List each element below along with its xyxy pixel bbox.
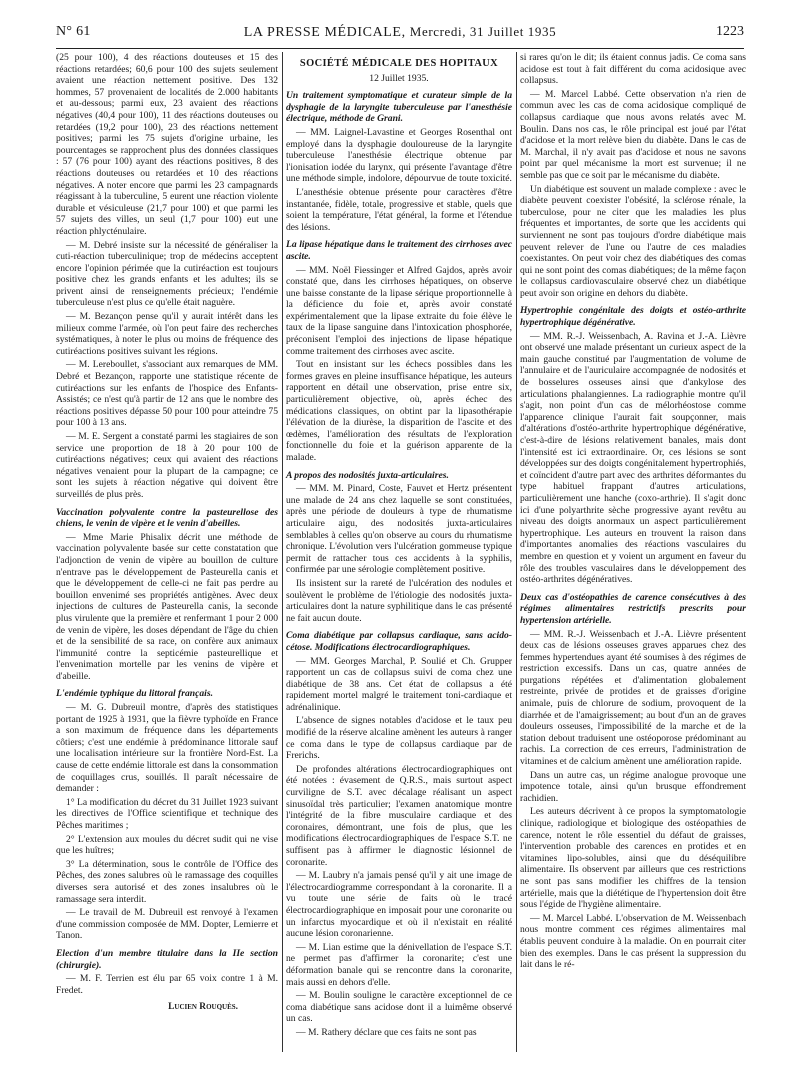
article-heading: Vaccination polyvalente contre la pasteurellose des chiens, le venin de vipère et le venin d'abeilles.	[56, 506, 278, 530]
paragraph: — M. Lereboullet, s'associant aux remarques de MM. Debré et Bezançon, rapporte une statistique récente de cutiréactions sur les enfants de l'hospice des Enfants-Assistés; ce n'est qu'à partir de 12 ans que le nombre des réactions positives dépasse 50 pour 100 pour atteindre 75 pour 100 à 13 ans.	[56, 359, 278, 429]
column-1	[56, 52, 278, 1016]
page-header	[56, 20, 744, 49]
article-heading: Coma diabétique par collapsus cardiaque, sans acido-cétose. Modifications électrocardiographiques.	[286, 630, 512, 653]
article-heading: Hypertrophie congénitale des doigts et ostéo-arthrite hypertrophique dégénérative.	[520, 305, 746, 329]
paragraph: — M. F. Terrien est élu par 65 voix contre 1 à M. Fredet.	[56, 973, 278, 996]
paragraph: Dans un autre cas, un régime analogue provoque une impotence totale, ainsi qu'un brusque effondrement rachidien.	[520, 769, 746, 804]
paragraph: — Le travail de M. Dubreuil est renvoyé à l'examen d'une commission composée de MM. Dopter, Lemierre et Tanon.	[56, 907, 278, 942]
paragraph: — MM. R.-J. Weissenbach et J.-A. Lièvre présentent deux cas de lésions osseuses graves apparues chez des femmes hypertendues ayant été soumises à des régimes de restriction excessifs. Dans un cas, quatre années de purgations répétées et d'alimentation globalement restreinte, privée de protides et de graisses d'origine animale, puis de chlorure de sodium, provoquent de la diarrhée et de l'amaigrissement; au bout d'un an de graves douleurs osseuses, l'impossibilité de la marche et de la station debout traduisent une ostéoporose prédominant au rachis. La correction de ces erreurs, l'administration de vitamines et de calcium amènent une amélioration rapide.	[520, 628, 746, 768]
paragraph: — M. Marcel Labbé. L'observation de M. Weissenbach nous montre comment ces régimes alimentaires mal établis peuvent conduire à la maladie. On en pourrait citer bien des exemples. Dans le cas présent la suppression du lait dans le ré-	[520, 912, 746, 971]
paragraph: — M. Marcel Labbé. Cette observation n'a rien de commun avec les cas de coma acidosique compliqué de collapsus cardiaque que nous avons relatés avec M. Boulin. Dans nos cas, le rôle principal est joué par l'état d'acidose et la mort relève bien du diabète. Dans le cas de M. Marchal, il n'y avait pas d'acidose et nous ne savons point par quel mécanisme la mort est survenue; il ne semble pas que ce soit par le mécanisme du diabète.	[520, 88, 746, 181]
list-item: 3° La détermination, sous le contrôle de l'Office des Pêches, des zones salubres où le ramassage des coquilles diverses sera autorisé et des zones insalubres où le ramassage sera interdit.	[56, 858, 278, 905]
paragraph: Tout en insistant sur les échecs possibles dans les formes graves en pleine insuffisance hépatique, les auteurs rapportent en détail une observation, prise entre six, particulièrement objective, où, après échec des médications classiques, on obtint par la lipasothérapie l'élévation de la diurèse, la disparition de l'ascite et des œdèmes, l'amélioration des résultats de l'exploration fonctionnelle du foie et la guérison apparente de la malade.	[286, 359, 512, 463]
section-title: SOCIÉTÉ MÉDICALE DES HOPITAUX	[299, 58, 499, 69]
paragraph: — MM. M. Pinard, Coste, Fauvet et Hertz présentent une malade de 24 ans chez laquelle se sont constituées, après une période de douleurs à type de rhumatisme articulaire aigu, des nodosités juxta-articulaires semblables à celles qu'on observe au cours du rhumatisme chronique. L'évolution vers l'ulcération gommeuse typique permit de rattacher tous ces accidents à la syphilis, confirmée par une sérologie complètement positive.	[286, 483, 512, 576]
paragraph: De profondes altérations électrocardiographiques ont été notées : évasement de Q.R.S., mais surtout aspect curviligne de S.T. avec décalage réalisant un aspect sinusoïdal très particulier; l'examen anatomique montre l'intégrité de la fibre musculaire cardiaque et des coronaires, démontrant, une fois de plus, que les modifications électrocardiographiques de l'espace S.T. ne suffisent pas à affirmer le diagnostic lésionnel de coronarite.	[286, 763, 512, 868]
paragraph: (25 pour 100), 4 des réactions douteuses et 15 des réactions retardées; 60,6 pour 100 des sujets seulement avaient une réaction nettement positive. Des 132 hommes, 57 provenaient de localités de 2.000 habitants et au-dessous; parmi eux, 23 avaient des réactions négatives (40,4 pour 100), 11 des réactions douteuses ou retardées (19,2 pour 100), 23 des réactions nettement positives; parmi les 75 sujets d'origine urbaine, les pourcentages se rapprochent plus des données classiques : 57 (76 pour 100) ayant des réactions positives, 8 des réactions douteuses ou retardées et 10 des réactions négatives. A noter encore que parmi les 23 campagnards réagissant à la tuberculine, 5 eurent une réaction violente durable et vésiculeuse (21,7 pour 100) et que parmi les 57 sujets des villes, un seul (1,7 pour 100) eut une réaction phlycténulaire.	[56, 52, 278, 237]
column-divider	[282, 52, 283, 1052]
paragraph: — M. Rathery déclare que ces faits ne sont pas	[296, 1026, 477, 1038]
paragraph: — MM. Laignel-Lavastine et Georges Rosenthal ont employé dans la dysphagie douloureuse de la laryngite tuberculeuse l'anesthésie électrique obtenue par l'ionisation iodée du larynx, qui présente l'avantage d'être une méthode simple, indolore, dépourvue de toute toxicité.	[286, 126, 512, 185]
list-item: 2° L'extension aux moules du décret sudit qui ne vise que les huîtres;	[56, 833, 278, 857]
column-2	[286, 52, 512, 1041]
paragraph: — MM. R.-J. Weissenbach, A. Ravina et J.-A. Lièvre ont observé une malade présentant un curieux aspect de la main gauche constitué par l'augmentation de volume de l'annulaire et de l'auriculaire accompagnée de nodosités et de bosselures osseuses ainsi que d'ankylose des articulations phalangiennes. La radiographie montre qu'il s'agit, non point d'un cas de mélorhéostose comme l'apparence clinique l'aurait fait soupçonner, mais d'altérations d'ostéo-arthrite hypertrophique dégénérative, c'est-à-dire de lésions relativement banales, mais dont l'intensité est ici extraordinaire. Or, ces lésions se sont développées sur des doigts congénitalement hypertrophiés, et coïncident d'autre part avec des arthrites déformantes du type habituel frappant d'autres articulations, particulièrement une hanche (coxo-arthrie). Il s'agit donc ici d'une polyarthrite sèche progressive ayant revêtu au niveau des doigts anormaux un aspect particulièrement hypertrophique. Les auteurs en trouvent la raison dans d'importantes anomalies des réactions vasculaires du membre en question et y voient un argument en faveur du rôle des troubles vasculaires dans le développement des ostéo-arthrites dégénératives.	[520, 330, 746, 586]
session-date: 12 Juillet 1935.	[369, 72, 429, 84]
paragraph: — M. E. Sergent a constaté parmi les stagiaires de son service une proportion de 18 à 20 pour 100 de cutiréactions négatives; ceux qui avaient des réactions négatives venaient pour la plupart de la campagne; ce sont les sujets à réaction négative qui doivent être surveillés de plus près.	[56, 431, 278, 500]
paragraph: — M. Bezançon pense qu'il y aurait intérêt dans les milieux comme l'armée, où l'on peut faire des recherches systématiques, à noter le plus ou moins de fréquence des cutiréactions positives suivant les régions.	[56, 311, 278, 357]
paragraph: Un diabétique est souvent un malade complexe : avec le diabète peuvent coexister l'obésité, la sclérose rénale, la tuberculose, pour ne citer que les maladies les plus fréquentes et importantes, de sorte que les accidents qui surviennent ne sont pas toujours d'ordre diabétique mais peuvent relever de l'une ou l'autre de ces maladies coexistantes. On peut voir chez des diabétiques des comas qui ne sont point des comas diabétiques; de la même façon le collapsus cardiovasculaire observé chez un diabétique peut avoir son origine en dehors du diabète.	[520, 183, 746, 299]
issue-date: Mercredi, 31 Juillet 1935	[409, 24, 557, 39]
article-heading: Election d'un membre titulaire dans la IIe section (chirurgie).	[56, 947, 278, 971]
paragraph: si rares qu'on le dit; ils étaient connus jadis. Ce coma sans acidose est tout à fait différent du coma acidosique avec collapsus.	[520, 52, 746, 87]
paragraph: L'absence de signes notables d'acidose et le taux peu modifié de la réserve alcaline amènent les auteurs à ranger ce coma dans le type de collapsus cardiaque par de Frerichs.	[286, 715, 512, 762]
author-signature: Lucien Rouquès.	[168, 1002, 238, 1013]
paragraph: — M. Laubry n'a jamais pensé qu'il y ait une image de l'électrocardiogramme correspondant à la coronarite. Il a vu toute une série de faits où le tracé électrocardiographique en imposait pour une coronarite ou un infarctus myocardique et où il n'existait en réalité aucune lésion coronarienne.	[286, 870, 512, 940]
paragraph: — M. G. Dubreuil montre, d'après des statistiques portant de 1925 à 1931, que la fièvre typhoïde en France a son maximum de fréquence dans les départements côtiers; c'est une endémie à prédominance littorale sauf une localisation intérieure sur la frontière Nord-Est. La cause de cette endémie littorale est dans la consommation de coquillages crus, souillés. Il paraît nécessaire de demander :	[56, 702, 278, 795]
paragraph: — MM. Georges Marchal, P. Soulié et Ch. Grupper rapportent un cas de collapsus suivi de coma chez une diabétique de 38 ans. Cet état de collapsus a été rapidement mortel malgré le traitement toni-cardiaque et adrénalinique.	[286, 655, 512, 713]
paragraph: — M. Debré insiste sur la nécessité de généraliser la cuti-réaction tuberculinique; trop de médecins acceptent encore l'opinion périmée que la cutiréaction est toujours positive chez les grands enfants et les adultes; ils se privent ainsi de renseignements précieux; l'endémie tuberculeuse n'est plus ce qu'elle était naguère.	[56, 239, 278, 309]
page-number: 1223	[716, 24, 744, 39]
article-heading: Deux cas d'ostéopathies de carence consécutives à des régimes alimentaires restrictifs prescrits pour hypertension artérielle.	[520, 591, 746, 626]
paragraph: — MM. Noël Fiessinger et Alfred Gajdos, après avoir constaté que, dans les cirrhoses hépatiques, on observe une baisse constante de la lipase sérique proportionnelle à la déficience du foie et, après avoir constaté expérimentalement que la lipase extraite du foie élève le taux de la lipase sanguine dans l'intoxication phosphorée, préconisent l'emploi des injections de lipase hépatique comme traitement des cirrhoses avec ascite.	[286, 264, 512, 357]
paragraph: Les auteurs décrivent à ce propos la symptomatologie clinique, radiologique et biologique des ostéopathies de carence, notent le rôle essentiel du défaut de graisses, l'intervention probable des carences en protides et en vitamines lipo-solubles, ainsi que du déséquilibre alimentaire. Ils observent par ailleurs que ces restrictions ne sont pas sans modifier les chiffres de la tension artérielle, mais que la diététique de l'hypertension doit être sous l'égide de l'hygiène alimentaire.	[520, 806, 746, 911]
column-divider	[516, 52, 517, 1052]
column-3	[520, 52, 746, 973]
article-heading: La lipase hépatique dans le traitement des cirrhoses avec ascite.	[286, 239, 512, 262]
paragraph: — M. Boulin souligne le caractère exceptionnel de ce coma diabétique sans acidose dont il a luimême observé un cas.	[286, 990, 512, 1025]
paragraph: — Mme Marie Phisalix décrit une méthode de vaccination polyvalente basée sur cette constatation que l'adjonction de venin de vipère au bouillon de culture n'entrave pas le développement de Pasteurella canis et que le développement de celle-ci ne fait pas perdre au bouillon envenimé ses propriétés antigènes. Avec deux injections de cultures de Pasteurella canis, la seconde plus virulente que la première et renfermant 1 pour 2 000 de venin de vipère, les doses dépendant de l'âge du chien et de la sensibilité de sa race, on confère aux animaux l'immunité contre la septicémie pasteurellique et l'envenimation mortelle par les venins de vipère et d'abeille.	[56, 531, 278, 682]
journal-title: LA PRESSE MÉDICALE,	[243, 25, 406, 40]
article-heading: Un traitement symptomatique et curateur simple de la dysphagie de la laryngite tuberculeuse par l'anesthésie électrique, méthode de Grani.	[286, 90, 512, 125]
article-heading: A propos des nodosités juxta-articulaires.	[286, 469, 449, 481]
paragraph: Ils insistent sur la rareté de l'ulcération des nodules et soulèvent le problème de l'étiologie des nodosités juxta-articulaires dont la nature syphilitique dans le cas présenté ne fait aucun doute.	[286, 577, 512, 624]
paragraph: — M. Lian estime que la dénivellation de l'espace S.T. ne permet pas d'affirmer la coronarite; c'est une déformation banale qui se rencontre dans la coronarite, mais aussi en dehors d'elle.	[286, 941, 512, 988]
list-item: 1° La modification du décret du 31 Juillet 1923 suivant les directives de l'Office scientifique et technique des Pêches maritimes ;	[56, 796, 278, 831]
paragraph: L'anesthésie obtenue présente pour caractères d'être instantanée, fidèle, totale, progressive et stable, quels que soient la température, l'état général, la forme et l'étendue des lésions.	[286, 186, 512, 233]
article-heading: L'endémie typhique du littoral français.	[56, 688, 213, 700]
masthead	[56, 24, 744, 41]
issue-number: N° 61	[56, 24, 91, 39]
